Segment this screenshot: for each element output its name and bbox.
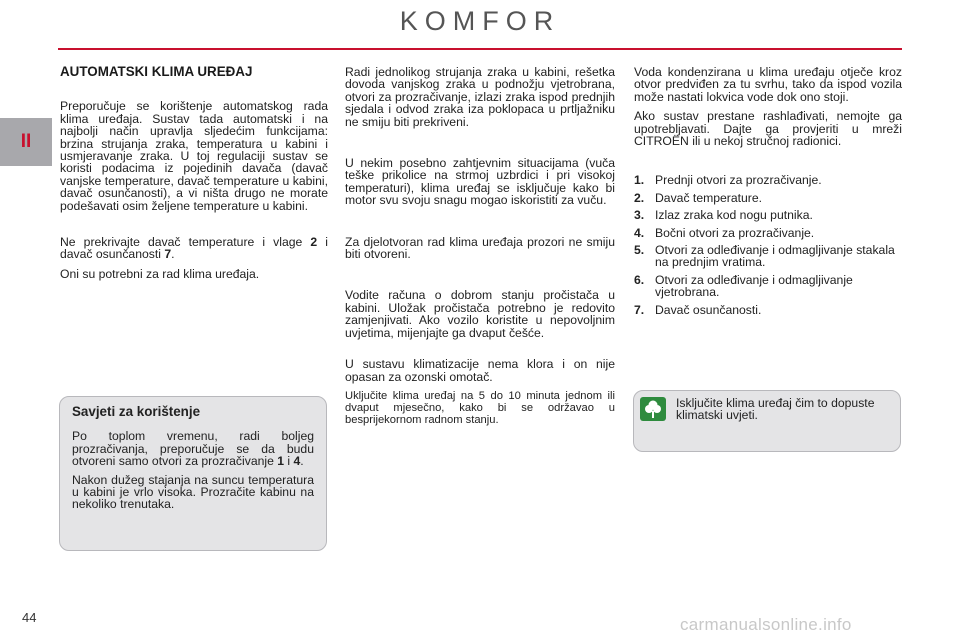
list-item: 6. Otvori za odleđivanje i odmagljivanje vjetrobrana.	[634, 272, 853, 300]
tips-title: Savjeti za korištenje	[72, 404, 201, 419]
list-item: 2. Davač temperature.	[634, 190, 763, 205]
ref-number-2: 2	[310, 235, 318, 250]
list-item: 3. Izlaz zraka kod nogu putnika.	[634, 208, 813, 223]
ref-number-4: 4	[293, 454, 301, 469]
title-divider	[58, 48, 902, 50]
section-heading: AUTOMATSKI KLIMA UREĐAJ	[60, 64, 253, 79]
ref-number-7: 7	[164, 247, 172, 262]
maintenance-paragraph: Uključite klima uređaj na 5 do 10 minuta jednom ili dvaput mjesečno, kako bi se održavao u besprijekornom radnom stanju.	[345, 389, 615, 426]
watermark: carmanualsonline.info	[680, 615, 852, 634]
filter-paragraph: Vodite računa o dobrom stanju pročistača u kabini. Uložak pročistača potrebno je redovito zamjenjivati. Ako vozilo koristite u nepovoljnim uvjetima, mijenjajte ga dvaput češće.	[345, 288, 615, 340]
ref-number-1: 1	[277, 454, 285, 469]
eco-tip-text: Isključite klima uređaj čim to dopuste klimatski uvjeti.	[676, 396, 875, 423]
list-item: 4. Bočni otvori za prozračivanje.	[634, 225, 815, 240]
service-paragraph: Ako sustav prestane rashlađivati, nemojte ga upotrebljavati. Dajte ga provjeriti u mreži CITROËN ili u nekoj stručnoj radionici.	[634, 109, 902, 149]
tips-text-c: .	[300, 454, 304, 469]
column-1	[60, 66, 328, 287]
chlorine-paragraph: U sustavu klimatizacije nema klora i on nije opasan za ozonski omotač.	[345, 357, 615, 384]
condensation-paragraph: Voda kondenzirana u klima uređaju otječe kroz otvor predviđen za tu svrhu, tako da ispod vozila može nastati lokvica vode dok ono stoji.	[634, 65, 902, 104]
tips-text-b: i	[284, 454, 294, 469]
sensor-paragraph	[60, 236, 328, 261]
list-item: 7. Davač osunčanosti.	[634, 302, 762, 317]
sensor-text-a: Ne prekrivajte davač temperature i vlage	[60, 235, 311, 250]
list-item: 1. Prednji otvori za prozračivanje.	[634, 173, 822, 188]
sensor-note: Oni su potrebni za rad klima uređaja.	[60, 266, 260, 281]
airflow-paragraph: Radi jednolikog strujanja zraka u kabini, rešetka dovoda vanjskog zraka u podnožju vjetrobrana, otvori za prozračivanje, izlazi zraka ispod prednjih sjedala i odvod zraka iza poklopaca u prtljažniku ne smiju biti prekriveni.	[345, 65, 615, 129]
page-number: 44	[22, 610, 37, 625]
parts-list	[634, 174, 902, 316]
eco-tip-box	[633, 390, 901, 452]
intro-paragraph: Preporučuje se korištenje automatskog rada klima uređaja. Sustav tada automatski i na najbolji način upravlja sljedećim funkcijama: brzina strujanja zraka, temperatura u kabini i usmjeravanje zraka. U toj regulaciji sustav se koristi podacima iz pojedinih davača (davač vanjske temperature, davač temperature u kabini, davač osunčanosti), a vi ništa drugo ne morate podešavati osim željene temperature u kabini.	[60, 99, 328, 213]
tips-paragraph-1	[72, 430, 314, 467]
windows-paragraph: Za djelotvoran rad klima uređaja prozori ne smiju biti otvoreni.	[345, 234, 615, 262]
column-3	[634, 66, 902, 321]
tips-text-a: Po toplom vremenu, radi boljeg prozračivanja, preporučuje se da budu otvoreni samo otvori za prozračivanje	[72, 429, 314, 469]
list-item: 5. Otvori za odleđivanje i odmagljivanje stakala na prednjim vratima.	[634, 243, 895, 270]
tips-box	[59, 396, 327, 551]
page-title: KOMFOR	[399, 6, 561, 36]
towing-paragraph: U nekim posebno zahtjevnim situacijama (vuča teške prikolice na strmoj uzbrdici i pri visokoj temperaturi), klima uređaj se isključuje kako bi motor svu svoju snagu mogao iskoristiti za vuču.	[345, 156, 615, 208]
chapter-tab: II	[0, 118, 52, 166]
sensor-text-c: .	[171, 247, 175, 262]
column-2	[345, 66, 615, 433]
tips-paragraph-2: Nakon dužeg stajanja na suncu temperatura u kabini je vrlo visoka. Prozračite kabinu na nekoliko trenutaka.	[72, 472, 314, 512]
sensor-text-b: i davač osunčanosti	[60, 235, 328, 262]
tree-icon	[640, 397, 666, 421]
